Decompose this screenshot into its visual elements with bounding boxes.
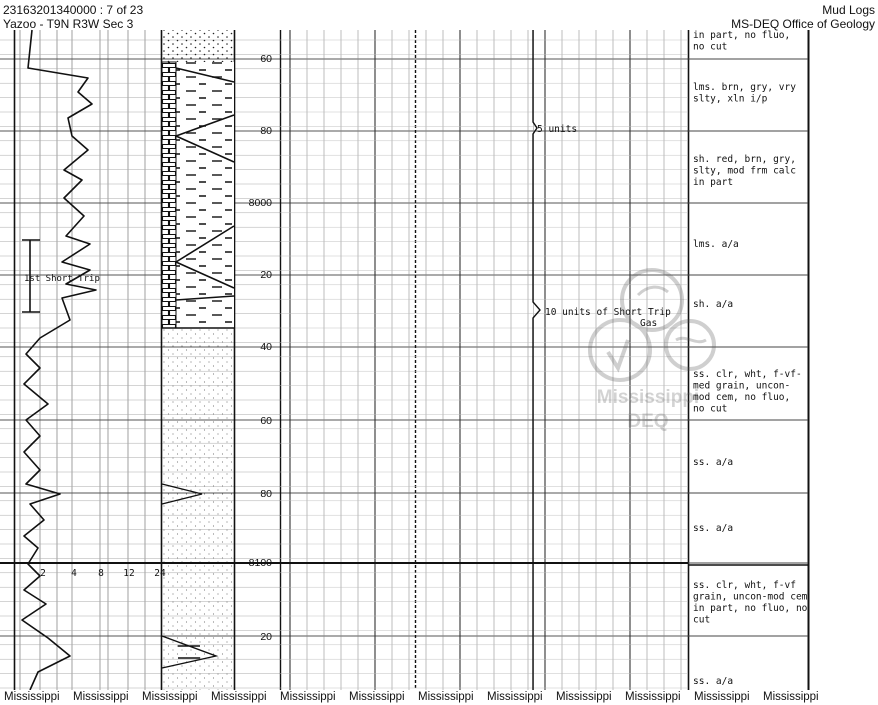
issuing-office: MS-DEQ Office of Geology — [731, 17, 875, 31]
rop-scale-tick: 12 — [123, 568, 135, 579]
footer-watermark-label: Mississippi — [349, 691, 405, 703]
footer-watermark-label: Mississippi — [73, 691, 129, 703]
rop-scale — [40, 568, 166, 579]
lithology-note: sh. a/a — [693, 299, 734, 310]
depth-label: 8000 — [248, 197, 272, 209]
footer-watermark-label: Mississippi — [625, 691, 681, 703]
depth-label: 20 — [260, 631, 272, 643]
lithology-note: ss. clr, wht, f-vf-med grain, uncon-mod cem, no fluo, no cut — [693, 369, 802, 415]
svg-text:Mississippi: Mississippi — [596, 387, 700, 408]
footer-watermark-label: Mississippi — [211, 691, 267, 703]
svg-text:DEQ: DEQ — [627, 411, 669, 432]
footer-watermark-strip — [0, 690, 878, 705]
document-id: 23163201340000 : 7 of 23 — [3, 3, 144, 17]
footer-watermark-label: Mississippi — [4, 691, 60, 703]
gas-label: Gas — [640, 318, 658, 329]
lithology-sandstone-lower — [162, 328, 234, 690]
gas-5-units-label: 5 units — [537, 124, 578, 135]
depth-label: 80 — [260, 125, 272, 137]
footer-watermark-label: Mississippi — [418, 691, 474, 703]
lithology-sandstone-upper — [162, 30, 234, 62]
footer-watermark-label: Mississippi — [487, 691, 543, 703]
depth-labels — [249, 53, 273, 643]
lithology-note: ss. a/a — [693, 523, 734, 534]
lithology-note: ss. a/a — [693, 676, 734, 687]
short-trip-label: 1st Short Trip — [24, 274, 100, 284]
gas-10-units-label: 10 units of Short Trip — [545, 307, 671, 318]
depth-label: 8100 — [248, 557, 272, 569]
rop-scale-tick: 8 — [98, 568, 104, 579]
footer-watermark-label: Mississippi — [763, 691, 819, 703]
footer-watermark-label: Mississippi — [280, 691, 336, 703]
lithology-note: lms. a/a — [693, 239, 739, 250]
lithology-limestone-column — [162, 62, 176, 328]
rop-scale-tick: 4 — [71, 568, 77, 579]
rop-curve — [22, 30, 96, 690]
footer-watermark-label: Mississippi — [142, 691, 198, 703]
lithology-note: ss. a/a — [693, 457, 734, 468]
footer-watermark-label: Mississippi — [556, 691, 612, 703]
lithology-note: lms. brn, gry, vry slty, xln i/p — [693, 82, 796, 105]
footer-watermark-label: Mississippi — [694, 691, 750, 703]
chart-grid — [0, 30, 809, 690]
lithology-note: ss. clr, wht, f-vf grain, uncon-mod cem in part, no fluo, no cut — [693, 580, 808, 626]
lithology-note: sh. red, brn, gry, slty, mod frm calc in part — [693, 154, 796, 188]
lithology-note: in part, no fluo, no cut — [693, 30, 791, 53]
depth-label: 60 — [260, 53, 272, 65]
rop-scale-tick: 24 — [154, 568, 166, 579]
document-category: Mud Logs — [822, 3, 875, 17]
depth-label: 80 — [260, 488, 272, 500]
rop-scale-tick: 2 — [40, 568, 46, 579]
depth-label: 20 — [260, 269, 272, 281]
depth-label: 40 — [260, 341, 272, 353]
well-location: Yazoo - T9N R3W Sec 3 — [3, 17, 134, 31]
depth-label: 60 — [260, 415, 272, 427]
